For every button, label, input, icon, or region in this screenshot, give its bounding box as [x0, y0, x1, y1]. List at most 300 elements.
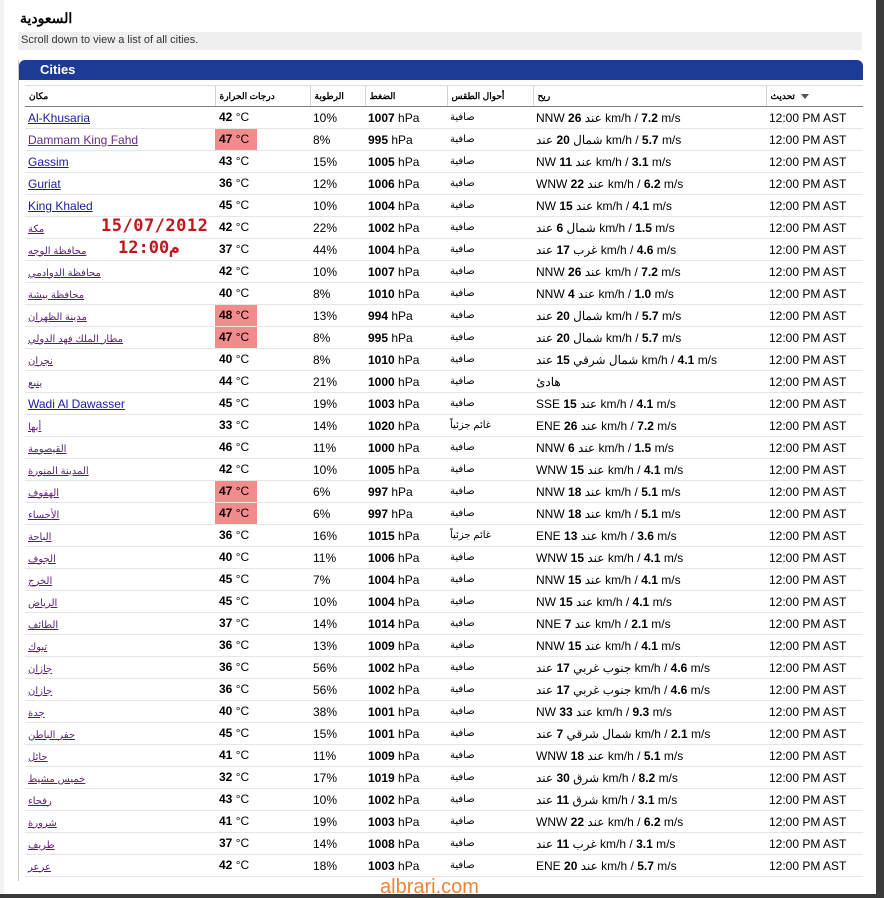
table-row	[25, 305, 863, 327]
cell-conditions: صافية	[447, 283, 533, 305]
wind-speed-ms: 7.2	[641, 110, 658, 125]
wind-speed-ms: 4.6	[670, 682, 688, 697]
pressure-value: 1001	[368, 704, 395, 719]
cell-pressure	[365, 591, 447, 613]
wind-connector: عند	[536, 220, 554, 235]
temperature-number: 43	[219, 154, 233, 168]
temperature-number: 40	[219, 704, 233, 718]
pressure-unit: hPa	[398, 418, 420, 433]
cell-wind	[533, 591, 766, 613]
city-link[interactable]: الجوف	[28, 553, 56, 565]
pressure-value: 1005	[368, 462, 395, 477]
cell-update: 12:00 PM AST	[766, 503, 863, 525]
cell-conditions: صافية	[447, 767, 533, 789]
cell-temperature	[215, 767, 310, 789]
wind-kmh-unit: km/h	[596, 704, 623, 719]
temperature-unit: °C	[235, 616, 250, 630]
cell-temperature	[215, 305, 310, 327]
cell-update: 12:00 PM AST	[766, 371, 863, 393]
wind-speed-ms: 9.3	[632, 704, 650, 719]
wind-connector: عند	[536, 242, 554, 257]
cell-update: 12:00 PM AST	[766, 283, 863, 305]
city-link[interactable]: حائل	[28, 751, 48, 763]
cell-update: 12:00 PM AST	[766, 151, 863, 173]
table-row	[25, 591, 863, 613]
temperature-unit: °C	[235, 198, 250, 212]
city-link[interactable]: خميس مشيط	[28, 773, 86, 785]
city-link[interactable]: محافظة الوجه	[28, 245, 87, 257]
wind-kmh-unit: km/h	[602, 770, 629, 785]
wind-kmh-unit: km/h	[601, 528, 628, 543]
wind-direction: شمال شرقي	[566, 726, 632, 741]
cell-conditions: صافية	[447, 261, 533, 283]
wind-kmh-unit: km/h	[634, 682, 661, 697]
cell-temperature	[215, 459, 310, 481]
wind-direction: NW	[536, 154, 556, 169]
pressure-unit: hPa	[398, 550, 420, 565]
cell-place	[25, 591, 215, 613]
city-link[interactable]: طريف	[28, 839, 55, 851]
pressure-value: 1009	[368, 638, 395, 653]
window-right-edge	[876, 0, 884, 898]
pressure-unit: hPa	[398, 594, 420, 609]
wind-speed-ms: 7.2	[637, 418, 654, 433]
wind-separator: /	[625, 154, 629, 169]
wind-separator: /	[637, 176, 641, 191]
temperature-number: 40	[219, 286, 233, 300]
city-link[interactable]: الخرج	[28, 575, 53, 587]
temperature-number: 36	[219, 682, 233, 696]
cell-pressure	[365, 261, 447, 283]
city-link[interactable]: أبها	[28, 421, 42, 433]
cell-temperature	[215, 327, 310, 349]
temperature-number: 48	[219, 308, 233, 322]
cell-update: 12:00 PM AST	[766, 745, 863, 767]
cell-place	[25, 151, 215, 173]
wind-direction: WNW	[536, 814, 568, 829]
temperature-value	[215, 569, 257, 590]
cell-pressure	[365, 173, 447, 195]
table-row	[25, 789, 863, 811]
pressure-value: 1004	[368, 594, 395, 609]
column-header-conditions[interactable]: أحوال الطقس	[447, 86, 533, 107]
sort-descending-icon	[801, 94, 809, 99]
cell-place	[25, 525, 215, 547]
city-link[interactable]: Al-Khusaria	[28, 110, 91, 125]
table-row	[25, 701, 863, 723]
wind-speed-ms: 5.7	[637, 858, 654, 873]
cell-pressure	[365, 349, 447, 371]
temperature-number: 36	[219, 176, 233, 190]
wind-separator: /	[634, 506, 638, 521]
wind-speed-ms: 4.1	[677, 352, 695, 367]
pressure-value: 995	[368, 330, 389, 345]
cell-conditions: غائم جزئياً	[447, 525, 533, 547]
city-link[interactable]: جدة	[28, 707, 45, 719]
wind-direction: شمال	[573, 308, 603, 323]
cell-pressure	[365, 503, 447, 525]
temperature-value	[215, 393, 257, 414]
wind-separator: /	[634, 572, 638, 587]
city-link[interactable]: مدينة الظهران	[28, 311, 87, 323]
city-link[interactable]: الباحة	[28, 531, 52, 543]
cell-temperature	[215, 481, 310, 503]
cell-temperature	[215, 569, 310, 591]
column-header-temperature[interactable]: درجات الحرارة	[215, 86, 310, 107]
temperature-unit: °C	[235, 836, 250, 850]
temperature-number: 36	[219, 528, 233, 542]
wind-ms-unit: m/s	[661, 506, 681, 521]
table-row	[25, 503, 863, 525]
cell-update: 12:00 PM AST	[766, 129, 863, 151]
city-link[interactable]: Dammam King Fahd	[28, 132, 139, 147]
pressure-value: 1010	[368, 286, 395, 301]
cell-place	[25, 327, 215, 349]
wind-connector: عند	[587, 550, 605, 565]
wind-separator: /	[629, 396, 634, 411]
city-link[interactable]: رفحاء	[28, 795, 52, 807]
cell-wind	[533, 657, 766, 679]
cell-humidity: 56%	[310, 657, 365, 679]
wind-ms-unit: m/s	[655, 220, 675, 235]
cell-temperature	[215, 547, 310, 569]
column-header-update-label: تحديث	[770, 90, 795, 101]
pressure-unit: hPa	[398, 154, 420, 169]
cell-conditions: صافية	[447, 129, 533, 151]
city-link[interactable]: عرعر	[28, 861, 51, 873]
cell-humidity: 8%	[310, 129, 365, 151]
wind-speed-kmh: 15	[556, 352, 570, 367]
temperature-value	[215, 195, 257, 216]
cell-humidity: 12%	[310, 173, 365, 195]
cell-update: 12:00 PM AST	[766, 393, 863, 415]
temperature-value	[215, 415, 257, 436]
wind-ms-unit: m/s	[663, 550, 684, 565]
wind-ms-unit: m/s	[661, 132, 682, 147]
table-row	[25, 679, 863, 701]
cell-update: 12:00 PM AST	[766, 261, 863, 283]
temperature-number: 41	[219, 814, 233, 828]
cell-wind	[533, 745, 766, 767]
temperature-unit: °C	[235, 176, 250, 190]
temperature-number: 46	[219, 440, 233, 454]
cell-humidity: 14%	[310, 833, 365, 855]
wind-speed-ms: 1.5	[634, 440, 652, 455]
cell-humidity: 14%	[310, 415, 365, 437]
temperature-unit: °C	[235, 682, 250, 696]
cell-humidity: 18%	[310, 855, 365, 877]
wind-speed-ms: 5.1	[643, 748, 661, 763]
wind-ms-unit: m/s	[697, 352, 718, 367]
wind-kmh-unit: km/h	[605, 264, 632, 279]
temperature-value	[215, 217, 257, 238]
wind-speed-kmh: 15	[559, 594, 573, 609]
city-link[interactable]: المدينة المنورة	[28, 465, 89, 477]
temperature-unit: °C	[235, 704, 250, 718]
wind-separator: /	[634, 484, 638, 499]
wind-ms-unit: m/s	[690, 660, 711, 675]
cell-update: 12:00 PM AST	[766, 305, 863, 327]
wind-kmh-unit: km/h	[605, 308, 632, 323]
city-link[interactable]: محافظة بيشة	[28, 289, 85, 301]
cell-pressure	[365, 283, 447, 305]
wind-connector: عند	[578, 286, 596, 301]
column-header-place[interactable]: مكان	[25, 86, 215, 107]
wind-kmh-unit: km/h	[634, 660, 661, 675]
cell-conditions: صافية	[447, 239, 533, 261]
city-link[interactable]: نجران	[28, 355, 53, 367]
temperature-number: 45	[219, 572, 233, 586]
pressure-value: 1007	[368, 264, 395, 279]
city-link[interactable]: King Khaled	[28, 198, 93, 213]
cell-conditions: صافية	[447, 437, 533, 459]
pressure-unit: hPa	[398, 440, 420, 455]
cell-temperature	[215, 151, 310, 173]
city-link[interactable]: Gassim	[28, 154, 69, 169]
cell-conditions: صافية	[447, 701, 533, 723]
wind-separator: /	[637, 550, 641, 565]
cell-temperature	[215, 283, 310, 305]
wind-connector: عند	[536, 726, 554, 741]
temperature-value	[215, 481, 257, 502]
pressure-unit: hPa	[398, 814, 420, 829]
cell-humidity: 8%	[310, 327, 365, 349]
wind-speed-ms: 5.7	[641, 308, 659, 323]
wind-kmh-unit: km/h	[600, 836, 627, 851]
cell-update: 12:00 PM AST	[766, 173, 863, 195]
city-link[interactable]: الطائف	[28, 619, 59, 631]
pressure-unit: hPa	[398, 616, 420, 631]
pressure-value: 1001	[368, 726, 395, 741]
city-link[interactable]: حفر الباطن	[28, 729, 75, 741]
wind-speed-ms: 3.1	[631, 154, 649, 169]
pressure-unit: hPa	[398, 704, 420, 719]
cell-pressure	[365, 239, 447, 261]
temperature-number: 44	[219, 374, 233, 388]
city-link[interactable]: جازان	[28, 685, 53, 697]
temperature-value	[215, 283, 257, 304]
cell-temperature	[215, 239, 310, 261]
column-header-humidity[interactable]: الرطوبة	[310, 86, 365, 107]
temperature-number: 41	[219, 748, 233, 762]
temperature-number: 42	[219, 110, 233, 124]
temperature-number: 32	[219, 770, 233, 784]
wind-kmh-unit: km/h	[607, 748, 634, 763]
wind-direction: NNW	[536, 484, 565, 499]
city-link[interactable]: Guriat	[28, 176, 61, 191]
cities-panel	[18, 60, 863, 881]
page-header	[18, 6, 862, 33]
wind-separator: /	[629, 836, 633, 851]
wind-kmh-unit: km/h	[607, 550, 634, 565]
table-row	[25, 129, 863, 151]
table-header-row	[25, 86, 863, 107]
wind-ms-unit: m/s	[657, 858, 677, 873]
pressure-unit: hPa	[398, 176, 420, 191]
cell-wind	[533, 195, 766, 217]
cell-conditions: صافية	[447, 569, 533, 591]
wind-kmh-unit: km/h	[600, 242, 627, 257]
cell-update: 12:00 PM AST	[766, 657, 863, 679]
wind-separator: /	[624, 616, 628, 631]
column-header-wind[interactable]: ريح	[533, 86, 766, 107]
cell-update: 12:00 PM AST	[766, 415, 863, 437]
temperature-unit: °C	[235, 660, 250, 674]
city-link[interactable]: الهفوف	[28, 487, 60, 499]
cities-panel-title: Cities	[40, 62, 76, 77]
wind-kmh-unit: km/h	[599, 220, 626, 235]
table-row	[25, 569, 863, 591]
cell-conditions: صافية	[447, 349, 533, 371]
temperature-unit: °C	[235, 814, 250, 828]
wind-separator: /	[670, 352, 675, 367]
wind-direction: شرق	[573, 770, 600, 785]
temperature-value	[215, 173, 257, 194]
cell-wind	[533, 525, 766, 547]
cell-temperature	[215, 349, 310, 371]
pressure-unit: hPa	[398, 660, 420, 675]
cell-place	[25, 393, 215, 415]
cell-conditions: صافية	[447, 789, 533, 811]
cell-pressure	[365, 107, 447, 129]
cell-pressure	[365, 305, 447, 327]
cell-place	[25, 349, 215, 371]
temperature-value	[215, 789, 257, 810]
cell-pressure	[365, 217, 447, 239]
cell-pressure	[365, 789, 447, 811]
city-link[interactable]: مطار الملك فهد الدولي	[28, 333, 124, 345]
wind-direction: NNW	[536, 286, 565, 301]
pressure-unit: hPa	[398, 836, 420, 851]
cell-pressure	[365, 371, 447, 393]
temperature-value	[215, 151, 257, 172]
temperature-value	[215, 679, 257, 700]
cell-conditions: صافية	[447, 745, 533, 767]
cell-temperature	[215, 261, 310, 283]
city-link[interactable]: ينبع	[28, 377, 43, 389]
page-title: السعودية	[20, 10, 73, 26]
cell-wind	[533, 437, 766, 459]
wind-kmh-unit: km/h	[605, 506, 632, 521]
cell-humidity: 56%	[310, 679, 365, 701]
wind-speed-ms: 4.1	[641, 572, 658, 587]
wind-separator: /	[625, 198, 630, 213]
pressure-unit: hPa	[398, 110, 420, 125]
table-row	[25, 437, 863, 459]
column-header-update[interactable]	[766, 86, 863, 107]
cell-humidity: 10%	[310, 789, 365, 811]
cell-conditions: صافية	[447, 151, 533, 173]
city-link[interactable]: شرورة	[28, 817, 57, 829]
wind-connector: عند	[584, 484, 602, 499]
cell-humidity: 10%	[310, 195, 365, 217]
wind-connector: عند	[576, 594, 594, 609]
cell-update: 12:00 PM AST	[766, 591, 863, 613]
pressure-value: 1019	[368, 770, 395, 785]
cell-update: 12:00 PM AST	[766, 569, 863, 591]
cell-pressure	[365, 613, 447, 635]
wind-direction: شرق	[572, 792, 599, 807]
cell-update: 12:00 PM AST	[766, 811, 863, 833]
cell-conditions: صافية	[447, 393, 533, 415]
city-link[interactable]: الرياض	[28, 597, 58, 609]
table-row	[25, 349, 863, 371]
city-link[interactable]: الأحساء	[28, 509, 60, 521]
pressure-value: 1000	[368, 440, 395, 455]
table-row	[25, 855, 863, 877]
wind-connector: عند	[584, 506, 602, 521]
table-row	[25, 459, 863, 481]
wind-speed-kmh: 22	[570, 176, 585, 191]
wind-ms-unit: m/s	[657, 528, 677, 543]
overlay-date-stamp: 15/07/2012	[101, 216, 209, 236]
wind-connector: عند	[576, 704, 594, 719]
wind-connector: عند	[536, 792, 554, 807]
city-link[interactable]: جازان	[28, 663, 53, 675]
column-header-pressure[interactable]: الضغط	[365, 86, 447, 107]
city-link[interactable]: مكة	[28, 223, 45, 235]
wind-speed-kmh: 7	[564, 616, 572, 631]
pressure-unit: hPa	[398, 352, 420, 367]
cell-temperature	[215, 129, 310, 151]
wind-speed-kmh: 15	[570, 462, 585, 477]
pressure-unit: hPa	[398, 858, 420, 873]
pressure-value: 995	[368, 132, 389, 147]
wind-connector: عند	[587, 814, 605, 829]
wind-kmh-unit: km/h	[607, 814, 634, 829]
wind-speed-kmh: 26	[568, 264, 582, 279]
cell-humidity: 11%	[310, 437, 365, 459]
city-link[interactable]: القيصومة	[28, 443, 67, 455]
wind-separator: /	[625, 704, 630, 719]
temperature-number: 40	[219, 550, 233, 564]
temperature-unit: °C	[235, 638, 250, 652]
city-link[interactable]: Wadi Al Dawasser	[28, 396, 125, 411]
cell-humidity: 13%	[310, 635, 365, 657]
pressure-unit: hPa	[398, 374, 420, 389]
wind-speed-kmh: 20	[564, 858, 578, 873]
wind-separator: /	[634, 638, 638, 653]
page-subtitle: Scroll down to view a list of all cities.	[18, 32, 862, 50]
cell-humidity: 10%	[310, 459, 365, 481]
city-link[interactable]: محافظة الدوادمي	[28, 267, 101, 279]
cell-pressure	[365, 415, 447, 437]
cell-wind	[533, 129, 766, 151]
wind-kmh-unit: km/h	[605, 330, 632, 345]
city-link[interactable]: تبوك	[28, 641, 48, 653]
wind-ms-unit: m/s	[654, 286, 674, 301]
wind-ms-unit: m/s	[657, 792, 678, 807]
cell-conditions: صافية	[447, 217, 533, 239]
cell-conditions: صافية	[447, 833, 533, 855]
wind-direction: WNW	[536, 176, 568, 191]
cell-humidity: 19%	[310, 811, 365, 833]
wind-direction: NW	[536, 198, 556, 213]
wind-speed-ms: 2.1	[631, 616, 648, 631]
cell-update: 12:00 PM AST	[766, 481, 863, 503]
pressure-unit: hPa	[398, 286, 420, 301]
wind-separator: /	[635, 132, 639, 147]
wind-speed-kmh: 20	[556, 308, 570, 323]
wind-speed-kmh: 15	[568, 572, 582, 587]
pressure-value: 994	[368, 308, 389, 323]
temperature-number: 42	[219, 220, 233, 234]
cell-update: 12:00 PM AST	[766, 525, 863, 547]
cell-conditions: صافية	[447, 723, 533, 745]
cell-temperature	[215, 789, 310, 811]
cell-place	[25, 283, 215, 305]
wind-speed-kmh: 17	[556, 242, 570, 257]
